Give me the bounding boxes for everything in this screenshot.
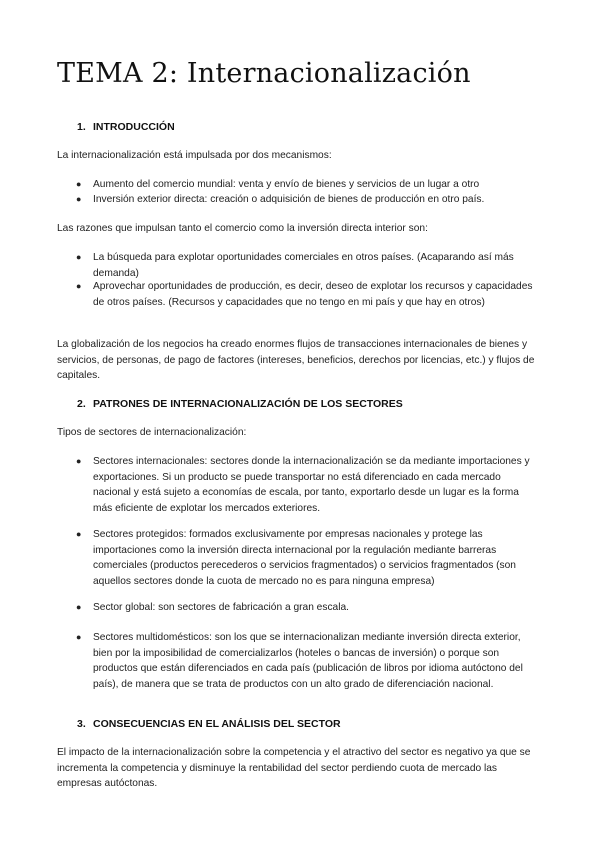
list-item: ● Sectores protegidos: formados exclusivamente por empresas nacionales y protege las importaciones como la inversión directa internacional por la regulación mediante barreras comerciales (productos perecederos o servicios fragmentados) o servicios fragmentados (son aquellos sectores donde la cuota de mercado no es para ninguna empresa): [76, 529, 516, 587]
section-title: CONSECUENCIAS EN EL ANÁLISIS DEL SECTOR: [93, 718, 341, 730]
bullet-icon: ●: [76, 252, 82, 262]
section-number: 2.: [77, 398, 86, 410]
paragraph: La internacionalización está impulsada por dos mecanismos:: [57, 150, 332, 161]
section-heading-introduccion: [77, 121, 175, 133]
section-heading-patrones: [77, 398, 403, 410]
paragraph: Tipos de sectores de internacionalización:: [57, 427, 247, 438]
paragraph: La globalización de los negocios ha creado enormes flujos de transacciones internacionales de bienes y servicios, de personas, de pago de factores (intereses, beneficios, derechos por licencias, etc.) y flujos de capitales.: [57, 339, 535, 382]
bullet-icon: ●: [76, 632, 82, 642]
bullet-icon: ●: [76, 194, 82, 204]
bullet-icon: ●: [76, 529, 82, 539]
list-item: ● Aprovechar oportunidades de producción, es decir, deseo de explotar los recursos y capacidades de otros países. (Recursos y capacidades que no tengo en mi país y que hay en otros): [76, 281, 533, 308]
paragraph: El impacto de la internacionalización sobre la competencia y el atractivo del sector es negativo ya que se incrementa la competencia y disminuye la rentabilidad del sector perdiendo cuota de mercado las empresas autóctonas.: [57, 747, 531, 790]
bullet-icon: ●: [76, 179, 82, 189]
list-item: ● Aumento del comercio mundial: venta y envío de bienes y servicios de un lugar a otro: [76, 177, 536, 193]
page-title: TEMA 2: Internacionalización: [57, 58, 471, 89]
section-title: PATRONES DE INTERNACIONALIZACIÓN DE LOS SECTORES: [93, 398, 403, 410]
paragraph: Las razones que impulsan tanto el comercio como la inversión directa interior son:: [57, 223, 428, 234]
list-item: ● Inversión exterior directa: creación o adquisición de bienes de producción en otro país.: [76, 192, 536, 208]
section-title: INTRODUCCIÓN: [93, 121, 175, 133]
list-item: ● La búsqueda para explotar oportunidades comerciales en otros países. (Acaparando así más demanda): [76, 252, 514, 279]
list-item: ● Sector global: son sectores de fabricación a gran escala.: [76, 600, 536, 616]
bullet-icon: ●: [76, 456, 82, 466]
bullet-icon: ●: [76, 602, 82, 612]
bullet-icon: ●: [76, 281, 82, 291]
list-item: ● Sectores internacionales: sectores donde la internacionalización se da mediante importaciones y exportaciones. Si un producto se puede transportar no está diferenciado en cada mercado nacional y está sujeto a economías de escala, por tanto, exportarlo desde un lugar es la forma más eficiente de explotar los mercados exteriores.: [76, 456, 530, 514]
section-number: 3.: [77, 718, 86, 730]
section-heading-consecuencias: [77, 718, 341, 730]
section-number: 1.: [77, 121, 86, 133]
list-item: ● Sectores multidomésticos: son los que se internacionalizan mediante inversión directa exterior, bien por la imposibilidad de comercializarlos (hoteles o bancas de inversión) o porque son productos que están diferenciados en cada país (publicación de libros por idioma autóctono del país), de manera que se trata de productos con un alto grado de diferenciación nacional.: [76, 632, 523, 690]
